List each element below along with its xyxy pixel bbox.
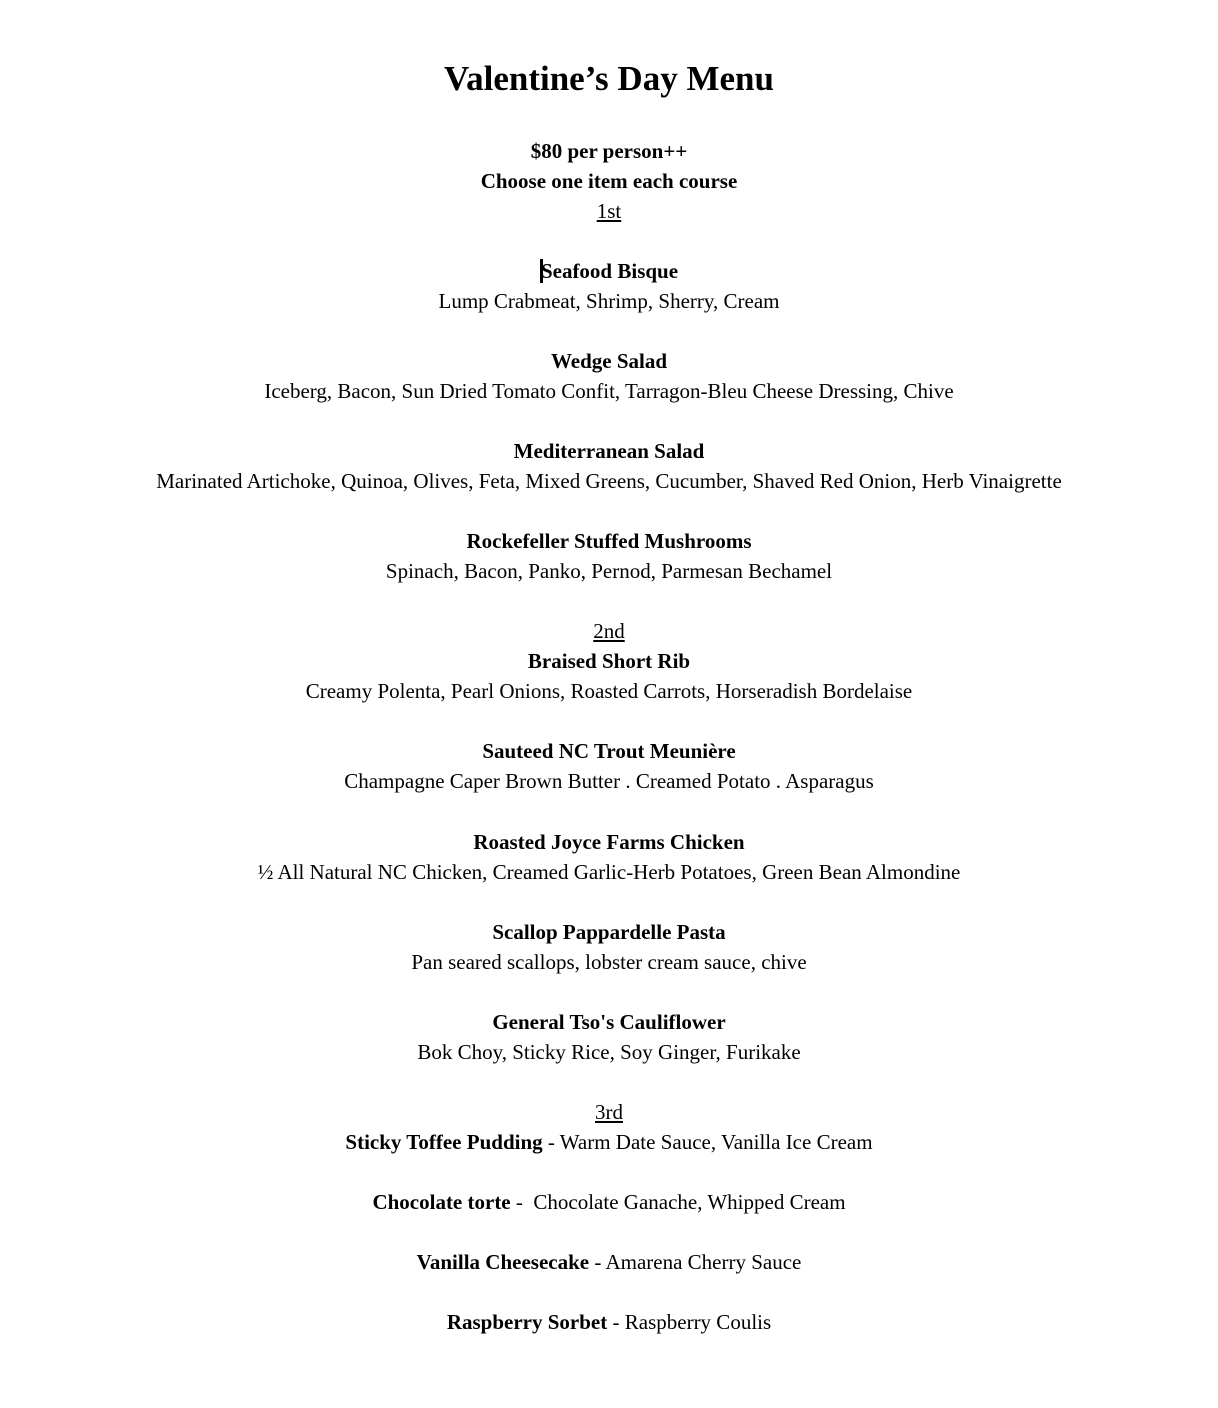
menu-item-name[interactable] <box>0 256 1218 286</box>
menu-item-description: Marinated Artichoke, Quinoa, Olives, Feta, Mixed Greens, Cucumber, Shaved Red Onion, Herb Vinaigrette <box>156 469 1062 493</box>
dessert-separator: - <box>607 1310 625 1334</box>
dessert-separator: - <box>589 1250 606 1274</box>
menu-item-name: Scallop Pappardelle Pasta <box>492 920 726 944</box>
course-heading-first <box>0 196 1218 226</box>
menu-item-name: Sauteed NC Trout Meunière <box>482 739 736 763</box>
course-label: 3rd <box>595 1100 623 1124</box>
menu-item-name: Mediterranean Salad <box>513 439 705 463</box>
dessert-separator: - <box>510 1190 534 1214</box>
dessert-name: Sticky Toffee Pudding <box>345 1130 543 1154</box>
menu-item-name: Wedge Salad <box>550 349 668 373</box>
dessert-description: Amarena Cherry Sauce <box>605 1250 802 1274</box>
menu-item-description: Bok Choy, Sticky Rice, Soy Ginger, Furikake <box>417 1040 801 1064</box>
menu-item-description: Iceberg, Bacon, Sun Dried Tomato Confit, Tarragon-Bleu Cheese Dressing, Chive <box>264 379 954 403</box>
menu-item-description: Lump Crabmeat, Shrimp, Sherry, Cream <box>438 289 780 313</box>
menu-item-description: ½ All Natural NC Chicken, Creamed Garlic-Herb Potatoes, Green Bean Almondine <box>257 860 961 884</box>
dessert-item <box>0 1307 1218 1337</box>
menu-item-name: General Tso's Cauliflower <box>492 1010 726 1034</box>
dessert-item <box>0 1187 1218 1217</box>
dessert-name: Vanilla Cheesecake <box>416 1250 590 1274</box>
course-heading-third <box>0 1097 1218 1127</box>
dessert-name: Raspberry Sorbet <box>446 1310 608 1334</box>
menu-item-name: Braised Short Rib <box>527 649 691 673</box>
course-label: 2nd <box>593 619 625 643</box>
menu-item-description: Spinach, Bacon, Panko, Pernod, Parmesan Bechamel <box>385 559 833 583</box>
dessert-separator: - <box>542 1130 560 1154</box>
page-title: Valentine’s Day Menu <box>444 59 774 98</box>
instructions-line: Choose one item each course <box>480 169 738 193</box>
menu-item-name: Rockefeller Stuffed Mushrooms <box>466 529 752 553</box>
dessert-description: Chocolate Ganache, Whipped Cream <box>533 1190 846 1214</box>
item-name-text: Seafood Bisque <box>540 259 679 283</box>
dessert-item <box>0 1247 1218 1277</box>
menu-item-description: Champagne Caper Brown Butter . Creamed Potato . Asparagus <box>344 769 874 793</box>
price-line: $80 per person++ <box>530 139 688 163</box>
course-heading-second <box>0 616 1218 646</box>
menu-item-name: Roasted Joyce Farms Chicken <box>473 830 745 854</box>
dessert-description: Raspberry Coulis <box>624 1310 772 1334</box>
course-label: 1st <box>596 199 622 223</box>
menu-item-description: Creamy Polenta, Pearl Onions, Roasted Carrots, Horseradish Bordelaise <box>305 679 913 703</box>
dessert-description: Warm Date Sauce, Vanilla Ice Cream <box>559 1130 873 1154</box>
dessert-item <box>0 1127 1218 1157</box>
menu-item-description: Pan seared scallops, lobster cream sauce, chive <box>411 950 807 974</box>
dessert-name: Chocolate torte <box>372 1190 511 1214</box>
